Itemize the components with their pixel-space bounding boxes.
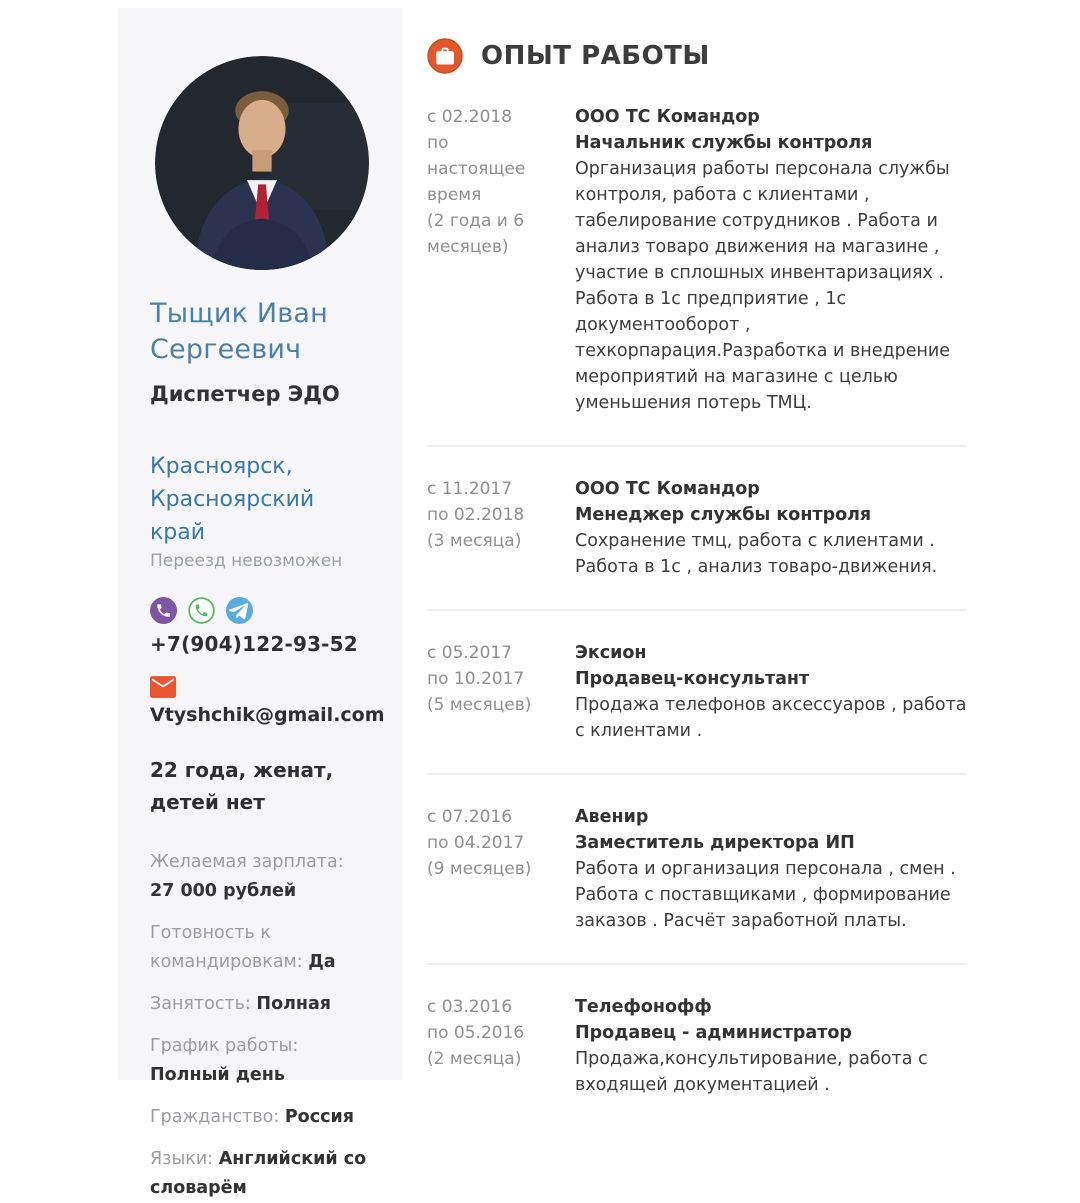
experience-section	[427, 38, 967, 1098]
period-duration: (2 года и 6 месяцев)	[427, 211, 525, 257]
period-duration: (2 месяца)	[427, 1049, 522, 1069]
portrait-photo-icon	[155, 56, 369, 270]
period-from: с 07.2016	[427, 807, 513, 827]
entry-description: Работа и организация персонала , смен . Работа с поставщиками , формирование заказов . Расчёт заработной платы.	[575, 859, 956, 931]
detail-value: Да	[308, 952, 336, 972]
detail-business-trips	[150, 919, 373, 977]
period-from: с 03.2016	[427, 997, 513, 1017]
entry-period	[427, 994, 545, 1098]
section-title: ОПЫТ РАБОТЫ	[481, 41, 710, 71]
period-to: по 05.2016	[427, 1023, 525, 1043]
viber-icon[interactable]	[150, 597, 177, 624]
entry-company: ООО ТС Командор	[575, 479, 760, 499]
period-from: с 11.2017	[427, 479, 513, 499]
period-to: по 04.2017	[427, 833, 525, 853]
detail-value: Россия	[284, 1107, 354, 1127]
details-list	[150, 848, 373, 1203]
avatar	[155, 56, 369, 270]
entry-company: Телефонофф	[575, 997, 712, 1017]
experience-entry	[427, 994, 967, 1098]
detail-label: Гражданство:	[150, 1107, 280, 1127]
phone-number[interactable]: +7(904)122-93-52	[150, 632, 358, 656]
resume-sidebar	[118, 8, 403, 1198]
entry-role: Заместитель директора ИП	[575, 833, 855, 853]
experience-entry	[427, 640, 967, 744]
entry-role: Продавец-консультант	[575, 669, 810, 689]
entry-company: Авенир	[575, 807, 649, 827]
experience-header	[427, 38, 967, 74]
experience-entry	[427, 476, 967, 580]
detail-value: Английский со словарём	[150, 1149, 367, 1198]
candidate-location: Красноярск, Красноярский край	[150, 454, 315, 545]
period-to: по 02.2018	[427, 505, 525, 525]
period-to: по 10.2017	[427, 669, 525, 689]
detail-label: Языки:	[150, 1149, 214, 1169]
detail-label: Готовность к командировкам:	[150, 923, 303, 972]
entry-description: Продажа,консультирование, работа с входящей документацией .	[575, 1049, 928, 1095]
entry-company: Эксион	[575, 643, 647, 663]
entry-period	[427, 476, 545, 580]
candidate-position: Диспетчер ЭДО	[150, 382, 340, 406]
messenger-links	[150, 597, 373, 624]
entry-divider	[427, 773, 967, 775]
detail-label: Занятость:	[150, 994, 251, 1014]
experience-entry	[427, 104, 967, 416]
detail-label: Желаемая зарплата:	[150, 852, 344, 872]
entry-company: ООО ТС Командор	[575, 107, 760, 127]
relocation-note: Переезд невозможен	[150, 551, 343, 571]
detail-label: График работы:	[150, 1036, 299, 1056]
entry-role: Продавец - администратор	[575, 1023, 852, 1043]
period-duration: (9 месяцев)	[427, 859, 532, 879]
experience-entries	[427, 104, 967, 1098]
period-duration: (5 месяцев)	[427, 695, 532, 715]
entry-divider	[427, 963, 967, 965]
detail-schedule	[150, 1032, 373, 1090]
detail-value: 27 000 рублей	[150, 881, 297, 901]
telegram-icon[interactable]	[226, 597, 253, 624]
detail-salary	[150, 848, 373, 906]
whatsapp-icon[interactable]	[188, 597, 215, 624]
period-from: с 02.2018	[427, 107, 513, 127]
email-address[interactable]: Vtyshchik@gmail.com	[150, 704, 385, 726]
candidate-name: Тыщик Иван Сергеевич	[150, 298, 328, 365]
experience-entry	[427, 804, 967, 934]
period-to: по настоящее время	[427, 133, 526, 205]
entry-period	[427, 104, 545, 416]
entry-role: Менеджер службы контроля	[575, 505, 872, 525]
envelope-icon	[150, 676, 176, 698]
detail-value: Полный день	[150, 1065, 285, 1085]
detail-employment	[150, 990, 373, 1019]
entry-description: Сохранение тмц, работа с клиентами . Работа в 1с , анализ товаро-движения.	[575, 531, 938, 577]
entry-divider	[427, 445, 967, 447]
entry-description: Организация работы персонала службы контроля, работа с клиентами , табелирование сотрудников . Работа и анализ товаро движения на магазине , участие в сплошных инвентаризациях . Работа в 1с предприятие , 1с документооборот , техкорпарация.Разработка и внедрение мероприятий на магазине с целью уменьшения потерь ТМЦ.	[575, 159, 951, 413]
entry-role: Начальник службы контроля	[575, 133, 873, 153]
entry-period	[427, 804, 545, 934]
entry-period	[427, 640, 545, 744]
entry-description: Продажа телефонов аксессуаров , работа с клиентами .	[575, 695, 967, 741]
personal-info: 22 года, женат, детей нет	[150, 758, 334, 814]
entry-divider	[427, 609, 967, 611]
briefcase-icon	[427, 38, 463, 74]
period-duration: (3 месяца)	[427, 531, 522, 551]
detail-citizenship	[150, 1103, 373, 1132]
period-from: с 05.2017	[427, 643, 513, 663]
detail-value: Полная	[256, 994, 332, 1014]
detail-languages	[150, 1145, 373, 1203]
